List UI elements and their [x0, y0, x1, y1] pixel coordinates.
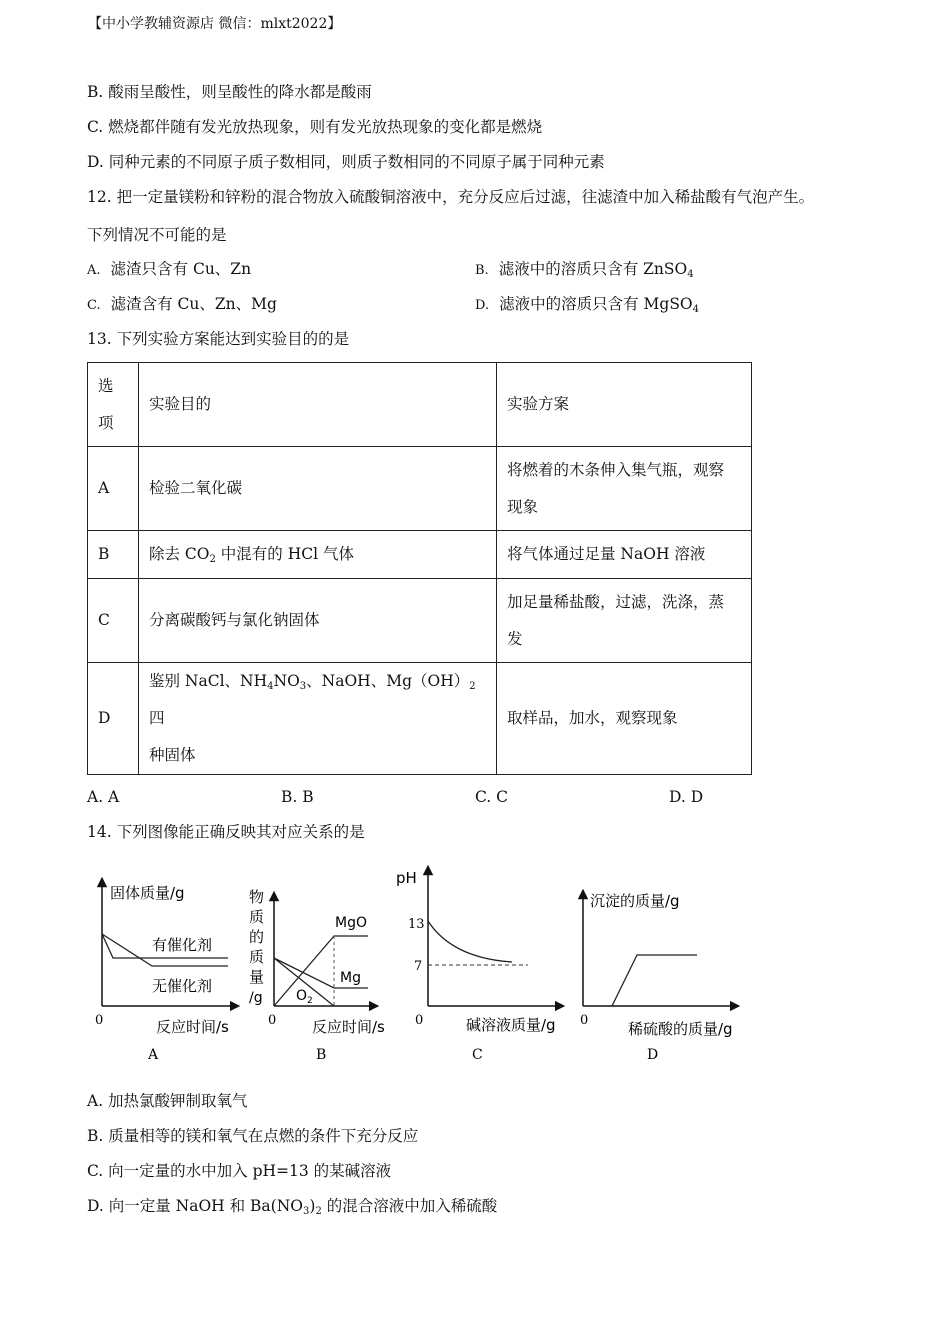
- graph-b-origin: 0: [268, 1013, 277, 1028]
- row-goal-line2: 种固体: [149, 746, 196, 764]
- graph-b-ylabel-char: 量: [249, 968, 265, 986]
- row-plan-line2: 发: [507, 629, 523, 648]
- graph-c: [396, 869, 560, 1063]
- graph-a-xlabel: 反应时间/s: [156, 1018, 229, 1036]
- graph-c-ylabel: pH: [396, 869, 417, 887]
- subscript: 2: [209, 554, 216, 565]
- header-plan-cell: 实验方案: [497, 363, 752, 447]
- q13-answer-d: D. D: [669, 788, 704, 806]
- q14-option-d: [87, 1196, 497, 1216]
- graph-d: [580, 892, 735, 1063]
- page-header: 【中小学教辅资源店 微信：mlxt2022】: [88, 16, 342, 32]
- graph-c-ph-curve: [428, 921, 512, 962]
- q14-option-d-pre: D. 向一定量 NaOH 和 Ba(NO: [87, 1197, 303, 1215]
- row-goal: 检验二氧化碳: [139, 447, 497, 531]
- q14-option-a: A. 加热氯酸钾制取氧气: [87, 1092, 248, 1110]
- graph-b-label-mg: Mg: [340, 970, 361, 986]
- q14-option-d-mid: ): [309, 1197, 316, 1215]
- subscript: 4: [692, 304, 700, 315]
- graph-a: [95, 882, 235, 1063]
- graph-b-label-mgo: MgO: [335, 915, 367, 931]
- q14-option-b: B. 质量相等的镁和氧气在点燃的条件下充分反应: [87, 1127, 419, 1145]
- graph-d-origin: 0: [580, 1013, 589, 1028]
- q14-option-c: C. 向一定量的水中加入 pH=13 的某碱溶液: [87, 1162, 392, 1180]
- subscript: 3: [303, 1206, 310, 1217]
- graph-b-ylabel-char: 物: [249, 888, 265, 906]
- row-plan-line1: 加足量稀盐酸，过滤，洗涤，蒸: [507, 592, 725, 611]
- graph-c-origin: 0: [415, 1013, 424, 1028]
- row-goal-post: 四: [149, 709, 165, 727]
- header-option-char-2: 项: [98, 413, 114, 432]
- q12-option-c-text: 滤渣含有 Cu、Zn、Mg: [110, 295, 277, 313]
- graph-a-ylabel: 固体质量/g: [110, 884, 185, 902]
- row-option: C: [88, 579, 139, 663]
- graph-b-xlabel: 反应时间/s: [312, 1018, 385, 1036]
- subscript: 4: [687, 269, 694, 280]
- subscript: 4: [267, 681, 274, 692]
- graph-d-caption: D: [647, 1047, 659, 1063]
- q12-stem-line1: 12. 把一定量镁粉和锌粉的混合物放入硫酸铜溶液中，充分反应后过滤，往滤渣中加入稀盐酸有气泡产生。: [87, 188, 815, 206]
- graph-b-ylabel-char: 的: [249, 928, 265, 946]
- graph-b-yunit: /g: [249, 990, 263, 1006]
- graph-d-xlabel: 稀硫酸的质量/g: [628, 1020, 733, 1038]
- row-goal: 分离碳酸钙与氯化钠固体: [139, 579, 497, 663]
- graph-b-caption: B: [316, 1047, 327, 1063]
- header-goal-cell: 实验目的: [139, 363, 497, 447]
- row-goal-pre: 除去 CO: [149, 545, 210, 563]
- q12-option-c-letter: C.: [87, 298, 101, 313]
- q12-option-b-text: 滤液中的溶质只含有 ZnSO: [498, 260, 688, 278]
- q14-stem: 14. 下列图像能正确反映其对应关系的是: [87, 823, 365, 841]
- graph-a-origin: 0: [95, 1013, 104, 1028]
- q12-option-d-letter: D.: [475, 298, 490, 313]
- row-goal-mid2: 、NaOH、Mg（OH）: [306, 672, 470, 690]
- row-plan-line1: 将燃着的木条伸入集气瓶，观察: [507, 460, 725, 479]
- graph-a-caption: A: [148, 1047, 159, 1063]
- q14-option-d-post: 的混合溶液中加入稀硫酸: [321, 1197, 498, 1215]
- subscript: 3: [299, 681, 307, 692]
- q12-stem-line2: 下列情况不可能的是: [87, 226, 227, 244]
- graph-b-ylabel-char: 质: [249, 908, 265, 926]
- row-goal-post: 中混有的 HCl 气体: [215, 545, 354, 563]
- row-plan: 将气体通过足量 NaOH 溶液: [497, 531, 752, 579]
- q12-option-d-text: 滤液中的溶质只含有 MgSO: [499, 295, 693, 313]
- row-option: D: [88, 663, 139, 775]
- subscript: 2: [315, 1206, 322, 1217]
- row-plan-line2: 现象: [507, 497, 539, 516]
- row-option: A: [88, 447, 139, 531]
- row-plan: 取样品，加水，观察现象: [497, 663, 752, 775]
- graph-a-label-no-catalyst: 无催化剂: [152, 977, 213, 995]
- graph-b-label-o2: [296, 988, 313, 1006]
- q12-option-b-letter: B.: [475, 263, 489, 278]
- q11-option-d: D. 同种元素的不同原子质子数相同，则质子数相同的不同原子属于同种元素: [87, 153, 605, 171]
- subscript: 2: [469, 681, 476, 692]
- graph-c-xlabel: 碱溶液质量/g: [466, 1016, 556, 1034]
- q11-option-c: C. 燃烧都伴随有发光放热现象，则有发光放热现象的变化都是燃烧: [87, 118, 543, 136]
- graph-a-label-catalyst: 有催化剂: [152, 936, 213, 954]
- q12-option-a-text: 滤渣只含有 Cu、Zn: [110, 260, 252, 278]
- graph-b: [249, 888, 385, 1063]
- graph-d-precipitate-line: [612, 955, 697, 1006]
- q13-answer-a: A. A: [87, 788, 120, 806]
- q12-option-a-letter: A.: [87, 263, 101, 278]
- row-goal-mid: NO: [273, 672, 300, 690]
- q13-answer-b: B. B: [281, 788, 314, 806]
- graph-b-label-o2-main: O: [296, 988, 308, 1004]
- row-goal-pre: 鉴别 NaCl、NH: [149, 672, 268, 690]
- graph-d-ylabel: 沉淀的质量/g: [590, 892, 680, 910]
- header-option-char-1: 选: [98, 376, 114, 395]
- graph-b-label-o2-sub: 2: [307, 996, 313, 1006]
- graph-c-tick-7: 7: [414, 959, 423, 974]
- graph-b-ylabel-char: 质: [249, 948, 265, 966]
- q13-answer-c: C. C: [475, 788, 509, 806]
- q13-stem: 13. 下列实验方案能达到实验目的的是: [87, 330, 350, 348]
- row-option: B: [88, 531, 139, 579]
- graph-c-caption: C: [472, 1047, 483, 1063]
- graph-c-tick-13: 13: [408, 917, 425, 932]
- q11-option-b: B. 酸雨呈酸性，则呈酸性的降水都是酸雨: [87, 83, 372, 101]
